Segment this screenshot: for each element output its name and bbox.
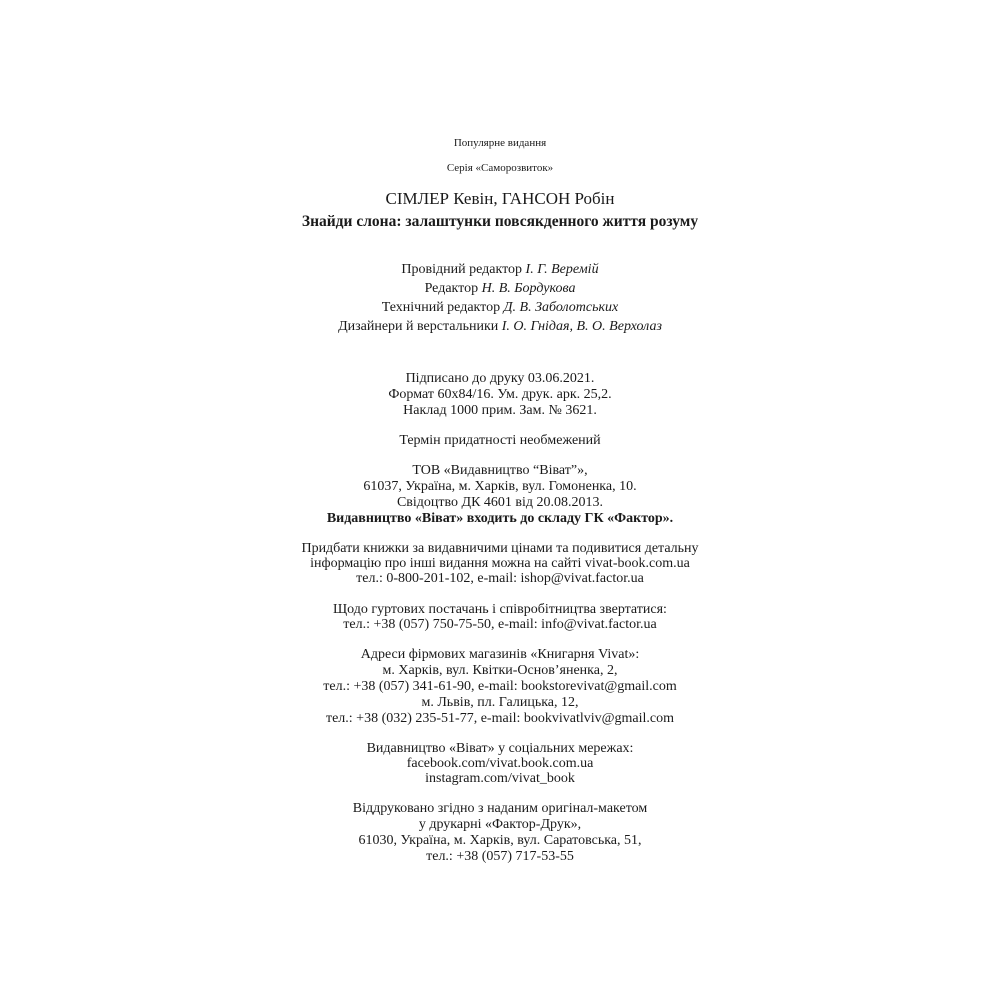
- series-name: Серія «Саморозвиток»: [446, 162, 554, 174]
- purchase-line: Придбати книжки за видавничими цінами та подивитися детальну: [301, 541, 699, 556]
- edition-type: Популярне видання: [453, 137, 547, 149]
- store-kharkiv-contacts: тел.: +38 (057) 341-61-90, e-mail: bookstorevivat@gmail.com: [323, 679, 677, 694]
- credit-editor: [200, 282, 800, 296]
- wholesale-contacts: тел.: +38 (057) 750-75-50, e-mail: info@vivat.factor.ua: [343, 617, 657, 632]
- store-lviv-address: м. Львів, пл. Галицька, 12,: [421, 695, 579, 710]
- stores-heading: Адреси фірмових магазинів «Книгарня Vivat»:: [360, 647, 640, 662]
- credit-role: Редактор: [424, 281, 479, 296]
- purchase-contacts: тел.: 0-800-201-102, e-mail: ishop@vivat.factor.ua: [356, 571, 644, 586]
- publisher-group-note: Видавництво «Віват» входить до складу ГК «Фактор».: [326, 511, 674, 526]
- book-authors: СІМЛЕР Кевін, ГАНСОН Робін: [385, 189, 615, 208]
- credit-role: Дизайнери й верстальники: [338, 319, 499, 334]
- credit-lead-editor: [200, 263, 800, 277]
- credit-person: І. Г. Веремій: [525, 262, 599, 277]
- print-signed-date: Підписано до друку 03.06.2021.: [405, 371, 595, 386]
- store-lviv-contacts: тел.: +38 (032) 235-51-77, e-mail: bookvivatlviv@gmail.com: [325, 711, 675, 726]
- book-title: Знайди слона: залаштунки повсякденного життя розуму: [301, 213, 699, 230]
- credit-role: Технічний редактор: [381, 300, 501, 315]
- publisher-name: ТОВ «Видавництво “Віват”»,: [412, 463, 588, 478]
- print-run: Наклад 1000 прим. Зам. № 3621.: [403, 403, 597, 418]
- purchase-line: інформацію про інші видання можна на сайті vivat-book.com.ua: [310, 556, 690, 571]
- wholesale-line: Щодо гуртових постачань і співробітництва звертатися:: [333, 602, 667, 617]
- printing-house: у друкарні «Фактор-Друк»,: [418, 817, 582, 832]
- social-instagram: instagram.com/vivat_book: [425, 771, 575, 786]
- credit-tech-editor: [200, 301, 800, 315]
- printing-phone: тел.: +38 (057) 717-53-55: [426, 849, 574, 864]
- social-heading: Видавництво «Віват» у соціальних мережах:: [366, 741, 634, 756]
- credit-role: Провідний редактор: [401, 262, 523, 277]
- printing-line: Віддруковано згідно з наданим оригінал-макетом: [352, 801, 648, 816]
- credit-designers: [200, 320, 800, 334]
- credit-person: Д. В. Заболотських: [503, 300, 619, 315]
- store-kharkiv-address: м. Харків, вул. Квітки-Основ’яненка, 2,: [382, 663, 618, 678]
- print-format: Формат 60х84/16. Ум. друк. арк. 25,2.: [388, 387, 612, 402]
- shelf-life: Термін придатності необмежений: [399, 433, 601, 448]
- social-facebook: facebook.com/vivat.book.com.ua: [406, 756, 594, 771]
- printing-address: 61030, Україна, м. Харків, вул. Саратовська, 51,: [358, 833, 642, 848]
- credit-person: Н. В. Бордукова: [481, 281, 576, 296]
- credit-person: І. О. Гнідая, В. О. Верхолаз: [501, 319, 662, 334]
- publisher-address: 61037, Україна, м. Харків, вул. Гомоненка, 10.: [363, 479, 637, 494]
- publisher-certificate: Свідоцтво ДК 4601 від 20.08.2013.: [396, 495, 604, 510]
